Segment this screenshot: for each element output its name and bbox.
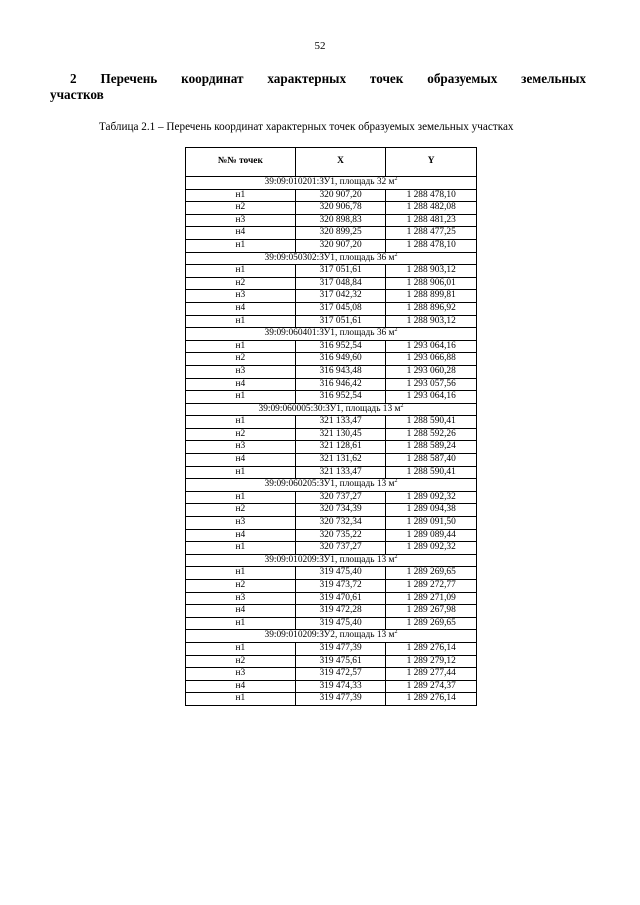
x-cell: 317 042,32	[295, 290, 386, 303]
table-row	[186, 580, 477, 593]
parcel-title	[186, 177, 477, 190]
table-row	[186, 353, 477, 366]
point-cell: н1	[186, 189, 296, 202]
y-cell: 1 288 478,10	[386, 239, 477, 252]
point-cell: н3	[186, 517, 296, 530]
point-cell: н1	[186, 315, 296, 328]
point-cell: н4	[186, 227, 296, 240]
point-cell: н4	[186, 680, 296, 693]
y-cell: 1 288 590,41	[386, 466, 477, 479]
area-unit-superscript: 2	[394, 327, 398, 333]
table-row	[186, 504, 477, 517]
parcel-title-text: 39:09:060005:30:ЗУ1, площадь 13 м	[258, 403, 401, 414]
parcel-title	[186, 630, 477, 643]
table-header-row	[186, 148, 477, 177]
parcel-title	[186, 479, 477, 492]
x-cell: 317 051,61	[295, 265, 386, 278]
x-cell: 319 477,39	[295, 642, 386, 655]
y-cell: 1 289 279,12	[386, 655, 477, 668]
y-cell: 1 293 057,56	[386, 378, 477, 391]
x-cell: 316 946,42	[295, 378, 386, 391]
x-cell: 320 899,25	[295, 227, 386, 240]
header-x: X	[295, 148, 386, 177]
y-cell: 1 289 091,50	[386, 517, 477, 530]
x-cell: 319 470,61	[295, 592, 386, 605]
table-row	[186, 680, 477, 693]
table-row	[186, 693, 477, 706]
parcel-group-row	[186, 479, 477, 492]
parcel-group-row	[186, 554, 477, 567]
point-cell: н4	[186, 529, 296, 542]
point-cell: н1	[186, 416, 296, 429]
section-heading-continuation: участков	[50, 87, 104, 102]
y-cell: 1 289 089,44	[386, 529, 477, 542]
point-cell: н1	[186, 340, 296, 353]
table-row	[186, 239, 477, 252]
point-cell: н4	[186, 378, 296, 391]
y-cell: 1 289 271,09	[386, 592, 477, 605]
point-cell: н2	[186, 504, 296, 517]
point-cell: н3	[186, 290, 296, 303]
x-cell: 320 735,22	[295, 529, 386, 542]
parcel-title	[186, 328, 477, 341]
table-row	[186, 302, 477, 315]
point-cell: н2	[186, 655, 296, 668]
x-cell: 319 472,28	[295, 605, 386, 618]
point-cell: н1	[186, 542, 296, 555]
area-unit-superscript: 2	[394, 175, 398, 182]
x-cell: 319 473,72	[295, 580, 386, 593]
y-cell: 1 288 589,24	[386, 441, 477, 454]
area-unit-superscript: 2	[400, 402, 404, 409]
y-cell: 1 289 276,14	[386, 693, 477, 706]
table-row	[186, 454, 477, 467]
parcel-title-text: 39:09:060401:ЗУ1, площадь 36 м	[264, 328, 395, 339]
table-caption: Таблица 2.1 – Перечень координат характерных точек образуемых земельных участках	[99, 121, 514, 133]
x-cell: 319 472,57	[295, 668, 386, 681]
parcel-title-text: 39:09:010201:ЗУ1, площадь 32 м	[264, 177, 395, 187]
area-unit-superscript: 2	[394, 629, 398, 636]
area-unit-superscript: 2	[394, 478, 398, 485]
x-cell: 321 133,47	[295, 466, 386, 479]
table-row	[186, 529, 477, 542]
table-row	[186, 277, 477, 290]
y-cell: 1 289 269,65	[386, 567, 477, 580]
table-row	[186, 517, 477, 530]
y-cell: 1 288 592,26	[386, 428, 477, 441]
x-cell: 320 732,34	[295, 517, 386, 530]
table-row	[186, 592, 477, 605]
y-cell: 1 288 477,25	[386, 227, 477, 240]
x-cell: 317 048,84	[295, 277, 386, 290]
y-cell: 1 288 903,12	[386, 265, 477, 278]
x-cell: 320 906,78	[295, 202, 386, 215]
table-row	[186, 315, 477, 328]
parcel-title-text: 39:09:050302:ЗУ1, площадь 36 м	[264, 252, 395, 263]
point-cell: н1	[186, 239, 296, 252]
section-heading: 2 Перечень координат характерных точек образуемых земельных	[70, 71, 586, 86]
y-cell: 1 288 906,01	[386, 277, 477, 290]
y-cell: 1 288 481,23	[386, 214, 477, 227]
y-cell: 1 289 277,44	[386, 668, 477, 681]
table-row	[186, 567, 477, 580]
table-row	[186, 290, 477, 303]
y-cell: 1 289 274,37	[386, 680, 477, 693]
table-row	[186, 668, 477, 681]
x-cell: 319 475,40	[295, 617, 386, 630]
x-cell: 321 128,61	[295, 441, 386, 454]
table-row	[186, 428, 477, 441]
table-row	[186, 202, 477, 215]
area-unit-superscript: 2	[394, 251, 398, 258]
point-cell: н2	[186, 580, 296, 593]
y-cell: 1 288 587,40	[386, 454, 477, 467]
point-cell: н1	[186, 466, 296, 479]
table-row	[186, 542, 477, 555]
page-number: 52	[314, 40, 326, 52]
header-point-number: №№ точек	[186, 148, 296, 177]
y-cell: 1 293 060,28	[386, 365, 477, 378]
x-cell: 319 475,61	[295, 655, 386, 668]
x-cell: 319 475,40	[295, 567, 386, 580]
x-cell: 319 474,33	[295, 680, 386, 693]
parcel-title-text: 39:09:060205:ЗУ1, площадь 13 м	[264, 479, 395, 490]
table-row	[186, 491, 477, 504]
point-cell: н1	[186, 265, 296, 278]
table-row	[186, 617, 477, 630]
point-cell: н2	[186, 353, 296, 366]
x-cell: 316 952,54	[295, 340, 386, 353]
table-row	[186, 214, 477, 227]
y-cell: 1 289 276,14	[386, 642, 477, 655]
point-cell: н3	[186, 214, 296, 227]
point-cell: н2	[186, 428, 296, 441]
y-cell: 1 289 092,32	[386, 491, 477, 504]
table-row	[186, 391, 477, 404]
parcel-title-text: 39:09:010209:ЗУ1, площадь 13 м	[264, 554, 395, 565]
point-cell: н2	[186, 202, 296, 215]
area-unit-superscript: 2	[394, 553, 398, 560]
y-cell: 1 293 064,16	[386, 340, 477, 353]
y-cell: 1 288 899,81	[386, 290, 477, 303]
table-row	[186, 416, 477, 429]
x-cell: 320 737,27	[295, 491, 386, 504]
y-cell: 1 288 590,41	[386, 416, 477, 429]
table-row	[186, 642, 477, 655]
table-row	[186, 265, 477, 278]
y-cell: 1 289 094,38	[386, 504, 477, 517]
point-cell: н2	[186, 277, 296, 290]
y-cell: 1 288 478,10	[386, 189, 477, 202]
x-cell: 317 051,61	[295, 315, 386, 328]
point-cell: н1	[186, 567, 296, 580]
point-cell: н1	[186, 642, 296, 655]
y-cell: 1 289 267,98	[386, 605, 477, 618]
x-cell: 321 133,47	[295, 416, 386, 429]
point-cell: н3	[186, 592, 296, 605]
table-row	[186, 340, 477, 353]
x-cell: 319 477,39	[295, 693, 386, 706]
parcel-group-row	[186, 630, 477, 643]
point-cell: н4	[186, 302, 296, 315]
parcel-group-row	[186, 252, 477, 265]
parcel-title	[186, 403, 477, 416]
table-row	[186, 655, 477, 668]
header-y: Y	[386, 148, 477, 177]
y-cell: 1 289 269,65	[386, 617, 477, 630]
x-cell: 320 907,20	[295, 189, 386, 202]
parcel-group-row	[186, 403, 477, 416]
x-cell: 320 898,83	[295, 214, 386, 227]
y-cell: 1 288 903,12	[386, 315, 477, 328]
point-cell: н1	[186, 391, 296, 404]
table-body	[186, 177, 477, 706]
y-cell: 1 289 272,77	[386, 580, 477, 593]
x-cell: 316 949,60	[295, 353, 386, 366]
point-cell: н4	[186, 605, 296, 618]
table-row	[186, 378, 477, 391]
point-cell: н1	[186, 491, 296, 504]
x-cell: 321 130,45	[295, 428, 386, 441]
parcel-title	[186, 252, 477, 265]
parcel-title-text: 39:09:010209:ЗУ2, площадь 13 м	[264, 630, 395, 641]
x-cell: 320 907,20	[295, 239, 386, 252]
y-cell: 1 293 064,16	[386, 391, 477, 404]
parcel-group-row	[186, 328, 477, 341]
x-cell: 321 131,62	[295, 454, 386, 467]
table-row	[186, 466, 477, 479]
point-cell: н4	[186, 454, 296, 467]
table-row	[186, 189, 477, 202]
point-cell: н3	[186, 668, 296, 681]
x-cell: 317 045,08	[295, 302, 386, 315]
point-cell: н3	[186, 365, 296, 378]
y-cell: 1 293 066,88	[386, 353, 477, 366]
table-row	[186, 441, 477, 454]
coordinates-table	[185, 147, 477, 706]
y-cell: 1 289 092,32	[386, 542, 477, 555]
parcel-title	[186, 554, 477, 567]
x-cell: 320 734,39	[295, 504, 386, 517]
x-cell: 316 952,54	[295, 391, 386, 404]
point-cell: н1	[186, 693, 296, 706]
point-cell: н1	[186, 617, 296, 630]
table-row	[186, 365, 477, 378]
x-cell: 316 943,48	[295, 365, 386, 378]
point-cell: н3	[186, 441, 296, 454]
y-cell: 1 288 896,92	[386, 302, 477, 315]
x-cell: 320 737,27	[295, 542, 386, 555]
y-cell: 1 288 482,08	[386, 202, 477, 215]
parcel-group-row	[186, 177, 477, 190]
table-row	[186, 605, 477, 618]
table-row	[186, 227, 477, 240]
